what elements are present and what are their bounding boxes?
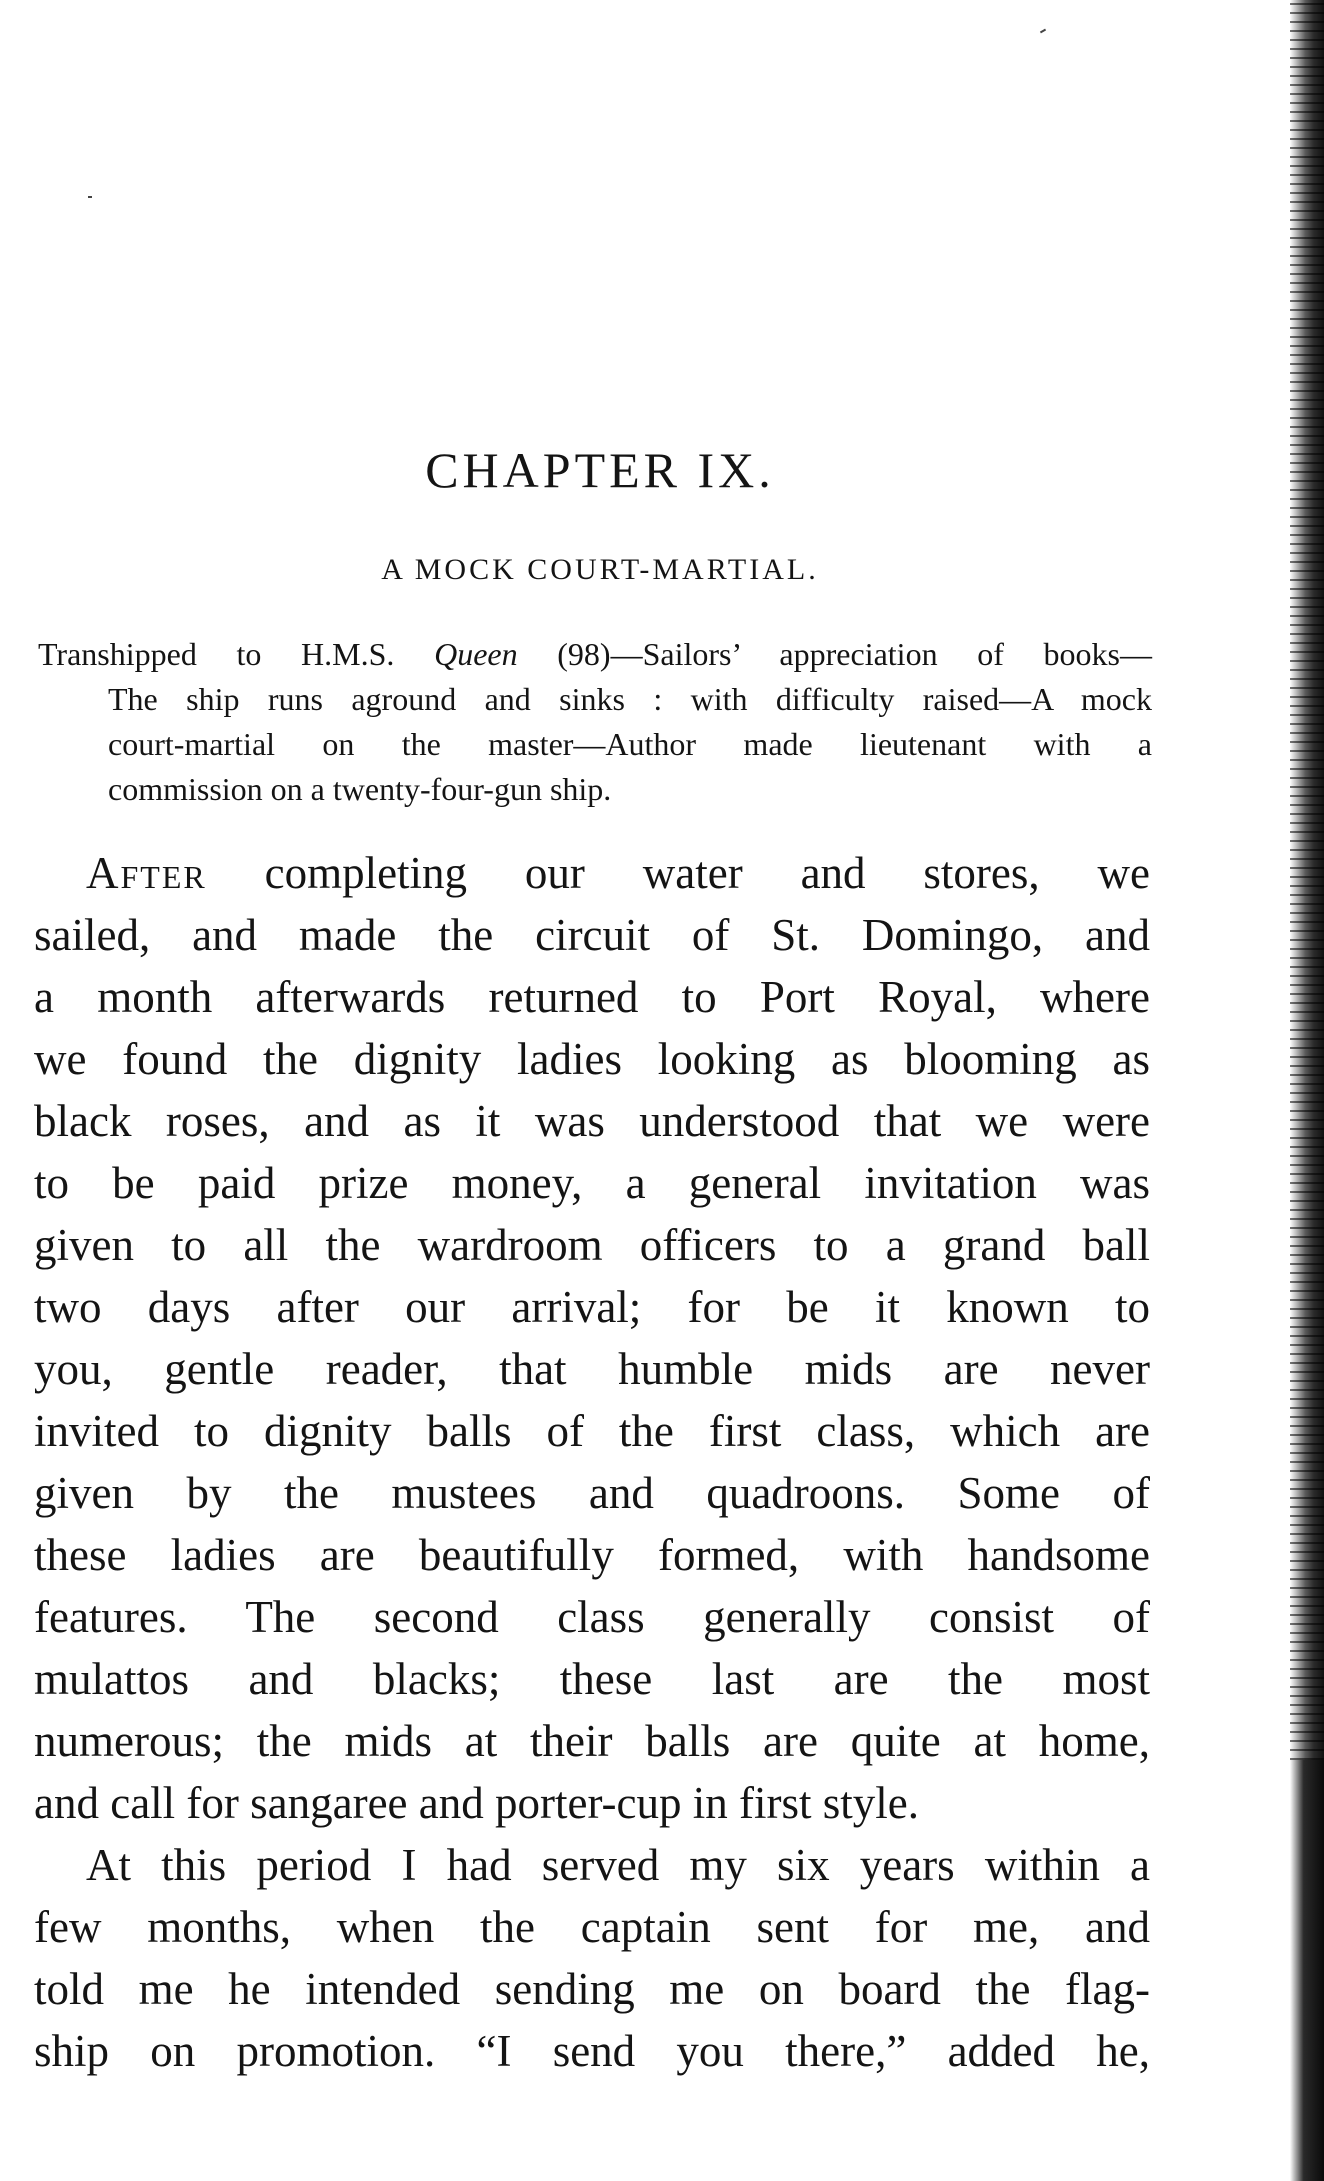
body-line-text: completing our water and stores, we xyxy=(206,848,1150,898)
body-line: sailed, and made the circuit of St. Domingo, and xyxy=(34,910,1150,960)
synopsis-text: (98)—Sailors’ appreciation of books— xyxy=(517,636,1153,672)
chapter-title: CHAPTER IX. xyxy=(425,442,775,498)
body-line: black roses, and as it was understood that we were xyxy=(34,1096,1150,1146)
body-line: told me he intended sending me on board the flag- xyxy=(34,1964,1150,2014)
body-line: mulattos and blacks; these last are the most xyxy=(34,1654,1150,1704)
body-line: ship on promotion. “I send you there,” added he, xyxy=(34,2026,1150,2076)
facing-page-edge xyxy=(1290,0,1324,2181)
body-line: numerous; the mids at their balls are quite at home, xyxy=(34,1716,1150,1766)
body-line: and call for sangaree and porter-cup in first style. xyxy=(34,1778,919,1828)
ship-name: Queen xyxy=(434,636,518,672)
body-line: a month afterwards returned to Port Royal, where xyxy=(34,972,1150,1022)
chapter-subtitle: A MOCK COURT-MARTIAL. xyxy=(381,553,819,586)
body-line: few months, when the captain sent for me, and xyxy=(34,1902,1150,1952)
body-line: given by the mustees and quadroons. Some of xyxy=(34,1468,1150,1518)
body-line: these ladies are beautifully formed, with handsome xyxy=(34,1530,1150,1580)
body-line: you, gentle reader, that humble mids are never xyxy=(34,1344,1150,1394)
body-line: invited to dignity balls of the first class, which are xyxy=(34,1406,1150,1456)
scan-speck xyxy=(1040,29,1046,34)
body-line: features. The second class generally consist of xyxy=(34,1592,1150,1642)
synopsis-line xyxy=(38,632,1152,677)
drop-word: After xyxy=(86,848,207,898)
synopsis-line: court-martial on the master—Author made lieutenant with a xyxy=(108,726,1152,762)
body-line: given to all the wardroom officers to a grand ball xyxy=(34,1220,1150,1270)
body-line: to be paid prize money, a general invitation was xyxy=(34,1158,1150,1208)
synopsis-line: commission on a twenty-four-gun ship. xyxy=(108,771,612,807)
body-text xyxy=(34,842,1150,2082)
synopsis-text: Transhipped to H.M.S. xyxy=(38,636,435,672)
chapter-synopsis xyxy=(38,632,1152,812)
paragraph-first-line xyxy=(34,842,1150,904)
paragraph-first-line: At this period I had served my six years within a xyxy=(86,1840,1150,1890)
body-line: we found the dignity ladies looking as blooming as xyxy=(34,1034,1150,1084)
synopsis-line: The ship runs aground and sinks : with difficulty raised—A mock xyxy=(108,681,1152,717)
scan-speck xyxy=(88,196,92,198)
body-line: two days after our arrival; for be it known to xyxy=(34,1282,1150,1332)
